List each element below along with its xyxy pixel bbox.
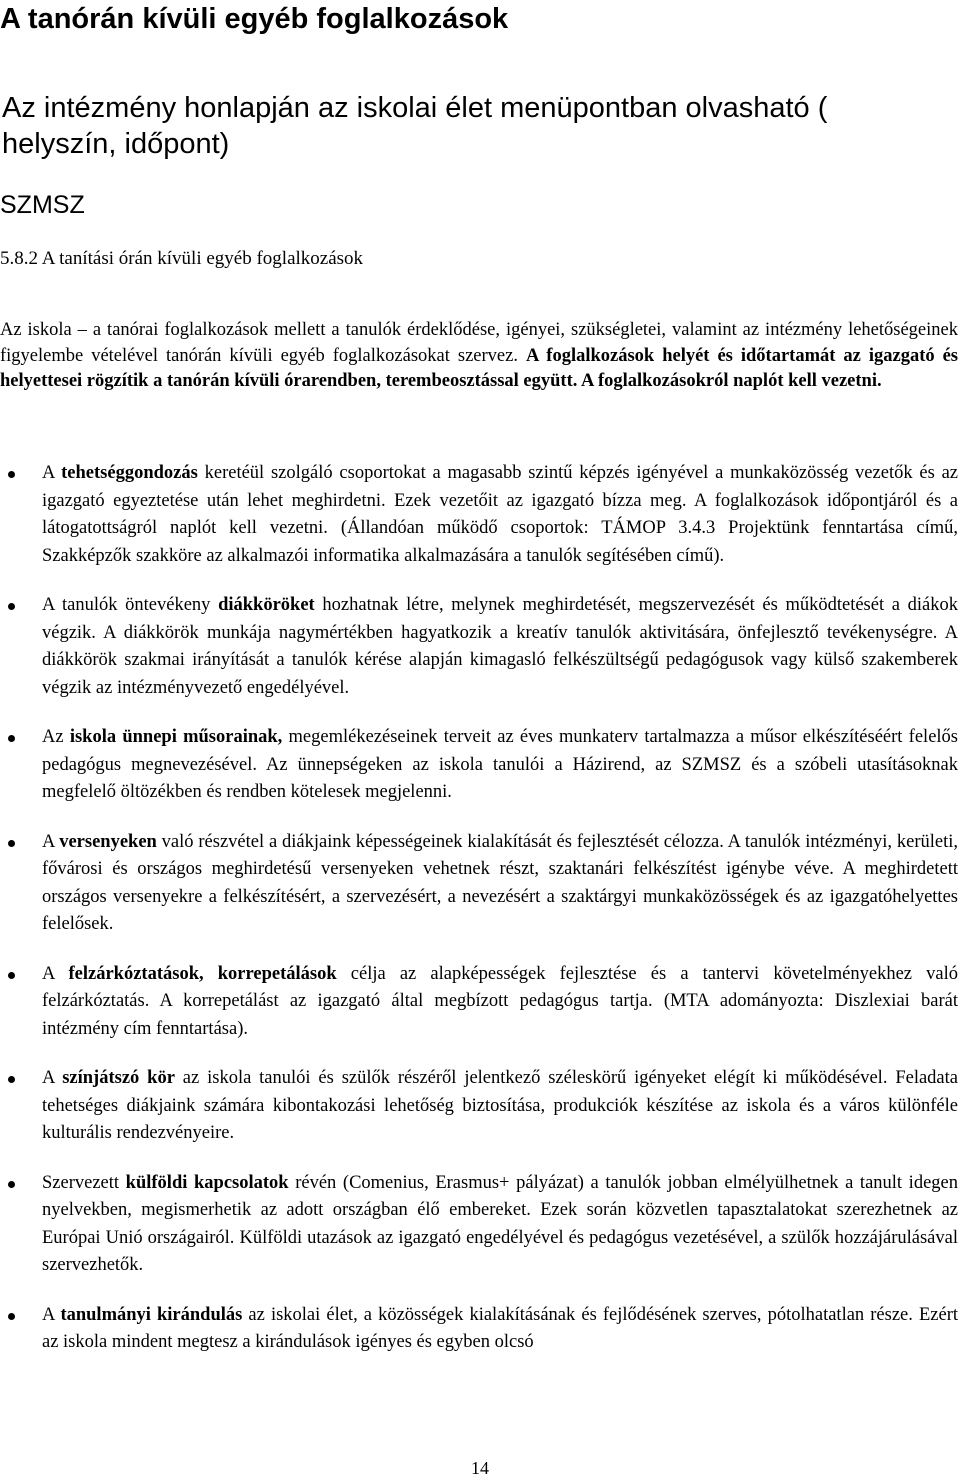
- list-item-foreign-relations: [0, 1170, 958, 1280]
- list-item-tutoring: [0, 961, 958, 1044]
- list-item-student-clubs: [0, 592, 958, 702]
- item-text-post: révén (Comenius, Erasmus+ pályázat) a tanulók jobban elmélyülhetnek a tanult idegen nyelvekben, megismerhetik az adott országban élő embereket. Ezek során közvetlen tapasztalatokat szerezhetnek az Európai Unió országairól. Külföldi utazások az igazgató engedélyével és pedagógus vezetésével, a szülők hozzájárulásával szervezhetők.: [42, 1172, 958, 1275]
- item-keyword: külföldi kapcsolatok: [125, 1172, 289, 1193]
- item-text-post: keretéül szolgáló csoportokat a magasabb szintű képzés igényével a munkaközösség vezetők és az igazgató egyeztetése után lehet meghirdetni. Ezek vezetőit az igazgató bízza meg. A foglalkozások időpontjáról és a látogatottságról naplót kell vezetni. (Állandóan működő csoportok: TÁMOP 3.4.3 Projektünk fenntartása című, Szakképzők szakköre az alkalmazói informatika alkalmazására a tanulók segítésében című).: [42, 463, 958, 566]
- bullet-icon: [8, 840, 15, 847]
- intro-paragraph: [0, 318, 958, 395]
- item-text-post: az iskola tanulói és szülők részéről jelentkező széleskörű igényeket elégít ki működésével. Feladata tehetséges diákjaink számára kibontakozási lehetőség biztosítása, produkciók készítése az iskola és a város különféle kulturális rendezvényeire.: [42, 1068, 958, 1143]
- item-text-pre: A: [42, 1068, 63, 1088]
- item-keyword: diákköröket: [218, 595, 315, 615]
- intro-bold-text: A foglalkozások helyét és időtartamát az igazgató és helyettesei rögzítik a tanórán kívüli órarendben, terembeosztással együtt. A foglalkozásokról naplót kell vezetni.: [0, 345, 959, 391]
- list-item-study-trip: [0, 1302, 958, 1357]
- item-keyword: versenyeken: [59, 831, 157, 852]
- bullet-icon: [8, 972, 15, 979]
- page-number: 14: [471, 1458, 489, 1478]
- item-keyword: tanulmányi kirándulás: [60, 1304, 243, 1325]
- item-keyword: iskola ünnepi műsorainak,: [69, 727, 283, 747]
- list-item-school-ceremonies: [0, 724, 958, 807]
- list-item-competitions: [0, 829, 958, 939]
- item-text-post: megemlékezéseinek terveit az éves munkaterv tartalmazza a műsor elkészítéséért felelős pedagógus megnevezésével. Az ünnepségeken az iskola tanulói a Házirend, az SZMSZ és a szóbeli utasításoknak megfelelő öltözékben és rendben kötelesek megjelenni.: [42, 727, 958, 802]
- item-text-pre: A: [42, 463, 62, 483]
- list-item-talent-care: [0, 460, 958, 570]
- bullet-icon: [8, 1076, 15, 1083]
- item-text-pre: Az: [42, 727, 70, 747]
- item-text-post: célja az alapképességek fejlesztése és a tantervi követelményekhez való felzárkóztatás. A korrepetálást az igazgató által megbízott pedagógus tartja. (MTA adományozta: Diszlexiai barát intézmény cím fenntartása).: [42, 963, 958, 1039]
- page-subtitle: Az intézmény honlapján az iskolai élet menüpontban olvasható ( helyszín, időpont): [2, 92, 828, 160]
- item-keyword: tehetséggondozás: [61, 463, 198, 483]
- item-text-post: való részvétel a diákjaink képességeinek kialakítását és fejlesztését célozza. A tanulók intézményi, kerületi, fővárosi és országos meghirdetésű versenyeken vehetnek részt, szaktanári felkészítést igénybe véve. A meghirdetett országos versenyekre a felkészítésért, a szervezésért, a nevezésért a szaktárgyi munkaközösségek és az igazgatóhelyettes felelősek.: [42, 831, 959, 934]
- item-text-pre: A: [42, 1304, 61, 1325]
- item-text-post: az iskolai élet, a közösségek kialakításának és fejlődésének szerves, pótolhatatlan része. Ezért az iskola mindent megtesz a kirándulások igényes és egyben olcsó: [42, 1304, 958, 1352]
- item-text-pre: Szervezett: [42, 1172, 126, 1193]
- item-keyword: színjátszó kör: [62, 1068, 175, 1088]
- section-heading: 5.8.2 A tanítási órán kívüli egyéb foglalkozások: [0, 248, 364, 269]
- item-keyword: felzárkóztatások, korrepetálások: [68, 963, 337, 984]
- activity-list: [0, 460, 958, 1379]
- item-text-post: hozhatnak létre, melynek meghirdetését, megszervezését és működtetését a diákok végzik. A diákkörök munkája nagymértékben hagyatkozik a kreatív tanulók aktivitására, önfejlesztő tevékenységre. A diákkörök szakmai irányítását a tanulók kérése alapján kimagasló felkészültségű pedagógusok vagy külső szakemberek végzik az intézményvezető engedélyével.: [42, 595, 958, 698]
- bullet-icon: [8, 1313, 15, 1320]
- bullet-icon: [8, 735, 15, 742]
- bullet-icon: [8, 471, 15, 478]
- bullet-icon: [8, 1181, 15, 1188]
- source-label: SZMSZ: [0, 191, 85, 219]
- page-title: A tanórán kívüli egyéb foglalkozások: [0, 3, 509, 35]
- bullet-icon: [8, 603, 15, 610]
- item-text-pre: A tanulók öntevékeny: [42, 595, 219, 615]
- intro-text: Az iskola – a tanórai foglalkozások mellett a tanulók érdeklődése, igényei, szükségletei, valamint az intézmény lehetőségeinek figyelembe vételével tanórán kívüli egyéb foglalkozásokat szervez.: [0, 320, 958, 366]
- item-text-pre: A: [42, 963, 69, 984]
- item-text-pre: A: [42, 831, 60, 852]
- list-item-drama-club: [0, 1065, 958, 1148]
